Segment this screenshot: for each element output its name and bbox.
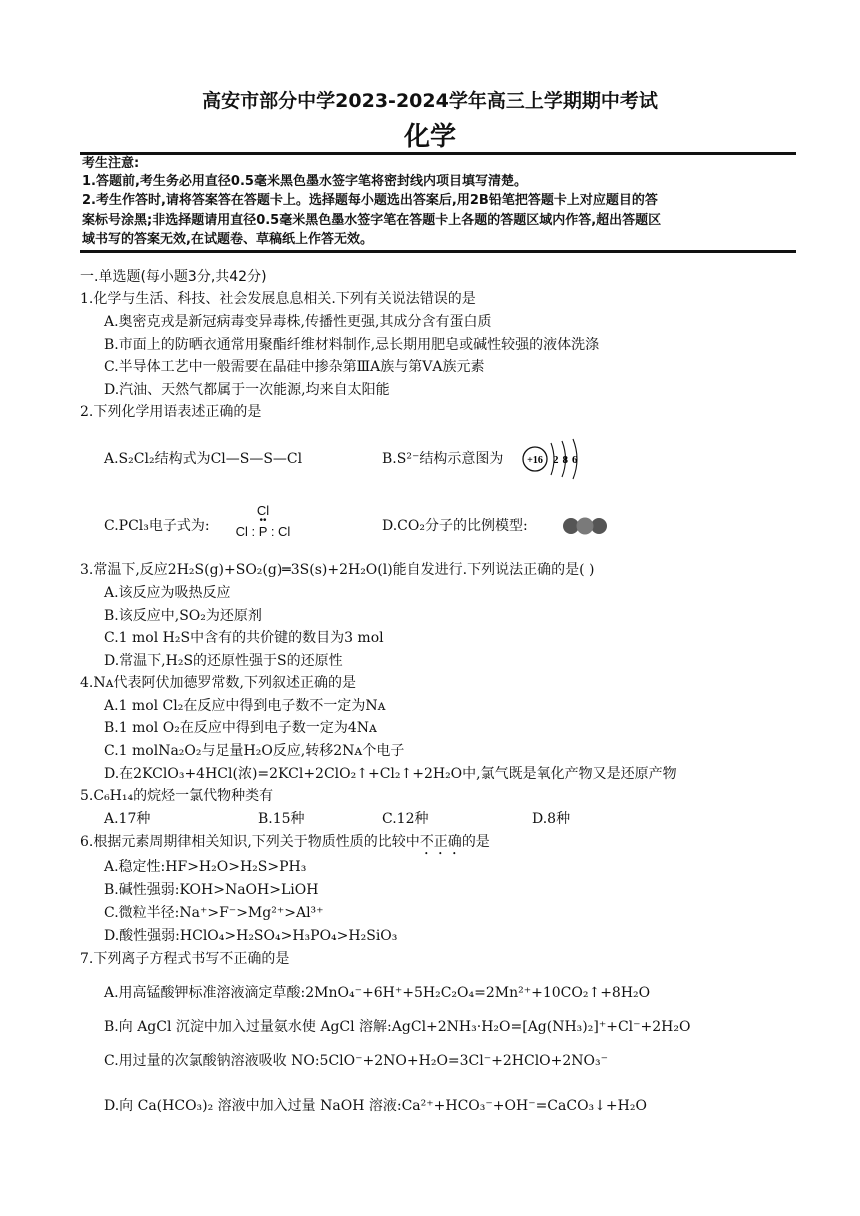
section-heading: 一.单选题(每小题3分,共42分) (80, 269, 267, 285)
q5-option-a: A.17种 (104, 811, 151, 827)
exam-title: 高安市部分中学2023-2024学年高三上学期期中考试 (202, 90, 658, 112)
notice-line-2c: 域书写的答案无效,在试题卷、草稿纸上作答无效。 (82, 232, 373, 247)
pcl3-electron-formula (228, 503, 298, 539)
q5-option-c: C.12种 (382, 811, 429, 827)
q5-stem: 5.C₆H₁₄的烷烃一氯代物种类有 (80, 788, 274, 804)
q3-stem: 3.常温下,反应2H₂S(g)+SO₂(g)═3S(s)+2H₂O(l)能自发进行.下列说法正确的是( ) (80, 562, 595, 578)
q7-stem: 7.下列离子方程式书写不正确的是 (80, 951, 290, 967)
carbon-ball (577, 518, 594, 535)
q6-option-b: B.碱性强弱:KOH>NaOH>LiOH (104, 882, 319, 898)
q6-option-c: C.微粒半径:Na⁺>F⁻>Mg²⁺>Al³⁺ (104, 905, 324, 921)
q4-option-b: B.1 mol O₂在反应中得到电子数一定为4Nᴀ (104, 720, 377, 736)
sulfide-ion-structure-diagram (521, 437, 585, 481)
pcl3-top-cl: Cl (256, 503, 270, 518)
q6-stem-pre: 6.根据元素周期律相关知识,下列关于物质性质的比较中 (80, 834, 420, 850)
q3-option-b: B.该反应中,SO₂为还原剂 (104, 608, 262, 624)
q6-option-a: A.稳定性:HF>H₂O>H₂S>PH₃ (104, 859, 307, 875)
q1-option-a: A.奥密克戎是新冠病毒变异毒株,传播性更强,其成分含有蛋白质 (104, 314, 492, 330)
q1-option-b: B.市面上的防晒衣通常用聚酯纤维材料制作,忌长期用肥皂或碱性较强的液体洗涤 (104, 337, 600, 353)
q2-option-c: C.PCl₃电子式为: (104, 518, 210, 534)
q7-option-b: B.向 AgCl 沉淀中加入过量氨水使 AgCl 溶解:AgCl+2NH₃·H₂O=[Ag(NH₃)₂]⁺+Cl⁻+2H₂O (104, 1019, 691, 1035)
shell-electron-counts: 286 (553, 454, 582, 466)
co2-space-filling-model (562, 517, 608, 535)
q3-option-c: C.1 mol H₂S中含有的共价键的数目为3 mol (104, 630, 384, 646)
q6-stem (80, 833, 490, 858)
subject-title: 化学 (403, 122, 456, 152)
q4-option-d: D.在2KClO₃+4HCl(浓)=2KCl+2ClO₂↑+Cl₂↑+2H₂O中,氯气既是氧化产物又是还原产物 (104, 766, 677, 782)
q4-stem: 4.Nᴀ代表阿伏加德罗常数,下列叙述正确的是 (80, 675, 356, 691)
q2-stem: 2.下列化学用语表述正确的是 (80, 404, 262, 420)
q7-option-a: A.用高锰酸钾标准溶液滴定草酸:2MnO₄⁻+6H⁺+5H₂C₂O₄=2Mn²⁺+10CO₂↑+8H₂O (104, 985, 651, 1001)
q7-option-d: D.向 Ca(HCO₃)₂ 溶液中加入过量 NaOH 溶液:Ca²⁺+HCO₃⁻+OH⁻=CaCO₃↓+H₂O (104, 1098, 647, 1114)
q4-option-a: A.1 mol Cl₂在反应中得到电子数不一定为Nᴀ (104, 698, 386, 714)
q6-option-d: D.酸性强弱:HClO₄>H₂SO₄>H₃PO₄>H₂SiO₃ (104, 928, 398, 944)
notice-heading: 考生注意: (82, 156, 140, 171)
q1-option-d: D.汽油、天然气都属于一次能源,均来自太阳能 (104, 382, 390, 398)
q1-stem: 1.化学与生活、科技、社会发展息息相关.下列有关说法错误的是 (80, 291, 476, 307)
notice-line-1: 1.答题前,考生务必用直径0.5毫米黑色墨水签字笔将密封线内项目填写清楚。 (82, 174, 527, 189)
notice-line-2b: 案标号涂黑;非选择题请用直径0.5毫米黑色墨水签字笔在答题卡上各题的答题区域内作答,超出答题区 (82, 213, 662, 228)
q3-option-d: D.常温下,H₂S的还原性强于S的还原性 (104, 653, 343, 669)
q6-stem-post: 的是 (461, 834, 490, 850)
q5-option-b: B.15种 (258, 811, 305, 827)
q7-option-c: C.用过量的次氯酸钠溶液吸收 NO:5ClO⁻+2NO+H₂O=3Cl⁻+2HClO+2NO₃⁻ (104, 1053, 609, 1069)
pcl3-middle: Cl : P : Cl (235, 524, 291, 539)
q5-option-d: D.8种 (532, 811, 571, 827)
bottom-rule (80, 250, 796, 253)
q2-option-d: D.CO₂分子的比例模型: (382, 518, 528, 534)
q3-option-a: A.该反应为吸热反应 (104, 585, 231, 601)
q6-stem-emphasis: 不正确 (419, 834, 462, 850)
q1-option-c: C.半导体工艺中一般需要在晶硅中掺杂第ⅢA族与第ⅤA族元素 (104, 359, 485, 375)
nucleus-charge: +16 (527, 455, 543, 466)
q2-option-b: B.S²⁻结构示意图为 (382, 451, 504, 467)
q4-option-c: C.1 molNa₂O₂与足量H₂O反应,转移2Nᴀ个电子 (104, 743, 405, 759)
notice-line-2a: 2.考生作答时,请将答案答在答题卡上。选择题每小题选出答案后,用2B铅笔把答题卡上对应题目的答 (82, 193, 658, 208)
pcl3-bond-dots: •• (259, 515, 267, 526)
q2-option-a: A.S₂Cl₂结构式为Cl—S—S—Cl (104, 451, 303, 467)
